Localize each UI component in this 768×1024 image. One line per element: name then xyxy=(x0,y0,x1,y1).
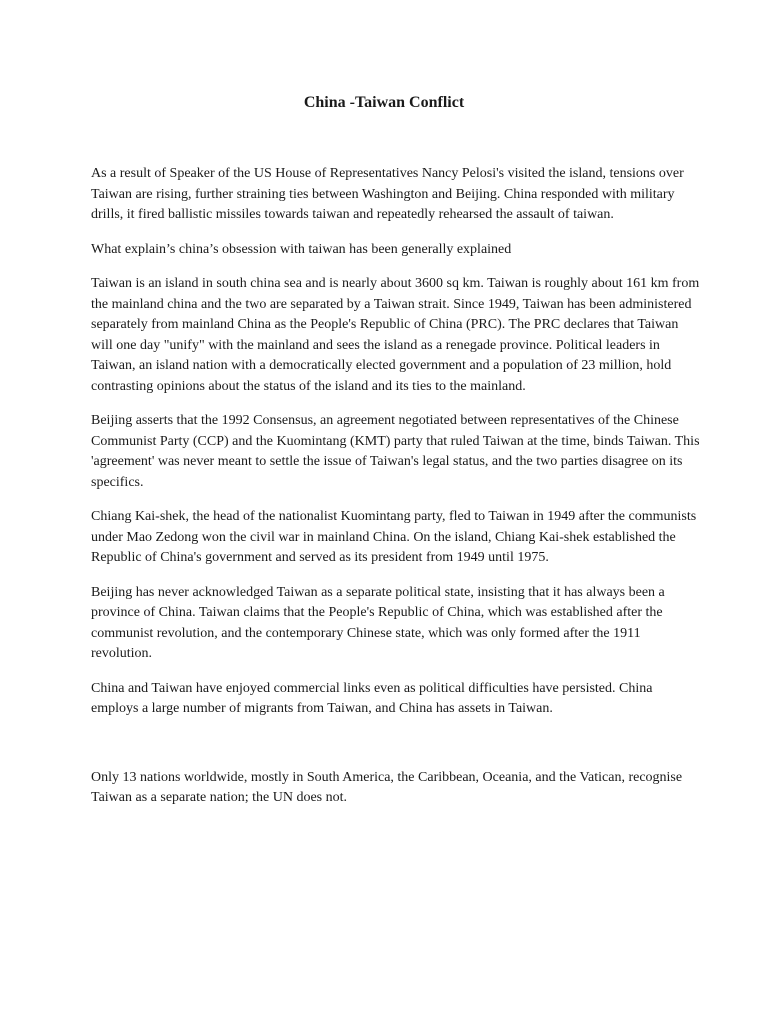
paragraph: As a result of Speaker of the US House of Representatives Nancy Pelosi's visited the island, tensions over Taiwan are rising, further straining ties between Washington and Beijing. China responded with military drills, it fired ballistic missiles towards taiwan and repeatedly rehearsed the assault of taiwan. xyxy=(91,166,684,222)
document-body xyxy=(91,164,703,823)
document-title: China -Taiwan Conflict xyxy=(303,94,465,111)
paragraph: Taiwan is an island in south china sea and is nearly about 3600 sq km. Taiwan is roughly about 161 km from the mainland china and the two are separated by a Taiwan strait. Since 1949, Taiwan has been administered separately from mainland China as the People's Republic of China (PRC). The PRC declares that Taiwan will one day "unify" with the mainland and sees the island as a renegade province. Political leaders in Taiwan, an island nation with a democratically elected government and a population of 23 million, hold contrasting opinions about the status of the island and its ties to the mainland. xyxy=(91,276,700,394)
paragraph: Only 13 nations worldwide, mostly in South America, the Caribbean, Oceania, and the Vatican, recognise Taiwan as a separate nation; the UN does not. xyxy=(91,769,683,805)
paragraph: What explain’s china’s obsession with taiwan has been generally explained xyxy=(91,241,512,257)
paragraph: Chiang Kai-shek, the head of the nationalist Kuomintang party, fled to Taiwan in 1949 after the communists under Mao Zedong won the civil war in mainland China. On the island, Chiang Kai-shek established the Republic of China's government and served as its president from 1949 until 1975. xyxy=(91,509,697,565)
paragraph: Beijing has never acknowledged Taiwan as a separate political state, insisting that it has always been a province of China. Taiwan claims that the People's Republic of China, which was established after the communist revolution, and the contemporary Chinese state, which was only formed after the 1911 revolution. xyxy=(91,584,665,661)
paragraph: Beijing asserts that the 1992 Consensus, an agreement negotiated between representatives of the Chinese Communist Party (CCP) and the Kuomintang (KMT) party that ruled Taiwan at the time, binds Taiwan. This 'agreement' was never meant to settle the issue of Taiwan's legal status, and the two parties disagree on its specifics. xyxy=(91,413,700,490)
paragraph: China and Taiwan have enjoyed commercial links even as political difficulties have persisted. China employs a large number of migrants from Taiwan, and China has assets in Taiwan. xyxy=(91,680,653,716)
